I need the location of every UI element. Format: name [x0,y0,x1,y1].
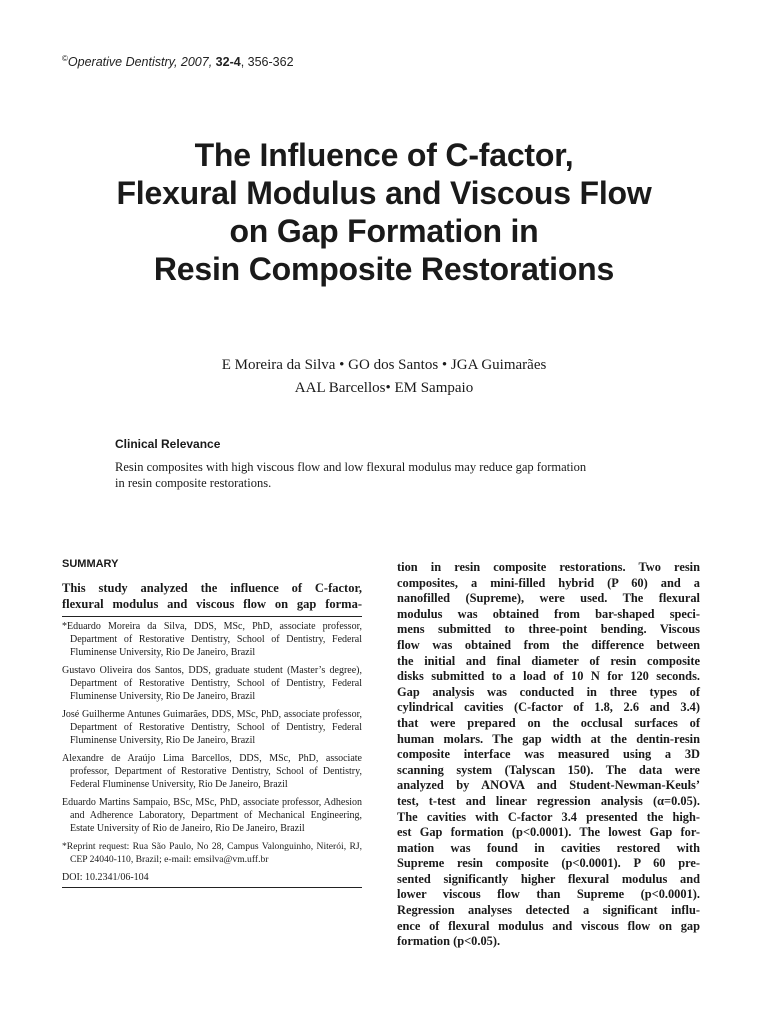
summary-line: lower viscous flow than Supreme (p<0.0001). [397,887,700,902]
affiliation: *Eduardo Moreira da Silva, DDS, MSc, PhD, associate professor, Department of Restorative Dentistry, School of Dentistry, Federal Fluminense University, Rio De Janeiro, Brazil [62,621,362,658]
summary-line: flow was obtained from the difference between [397,637,700,652]
summary-line: tion in resin composite restorations. Two resin [397,560,700,574]
summary-line: scanning system (Talyscan 150). The data were [397,762,700,777]
summary-line: Supreme resin composite (p<0.0001). P 60 pre- [397,856,700,871]
affiliation: José Guilherme Antunes Guimarães, DDS, MSc, PhD, associate professor, Department of Restorative Dentistry, School of Dentistry, Federal Fluminense University, Rio De Janeiro, Brazil [62,709,362,746]
journal-volume: 32-4 [215,55,241,70]
summary-line: The cavities with C-factor 3.4 presented the high- [397,809,700,824]
summary-line: human molars. The gap width at the dentin-resin [397,731,700,746]
affiliation: Eduardo Martins Sampaio, BSc, MSc, PhD, associate professor, Adhesion and Adherence Laboratory, Department of Mechanical Engineering, Estate University of Rio de Janeiro, Rio De Janeiro, Brazil [62,797,362,834]
summary-line: test, t-test and linear regression analysis (α=0.05). [397,793,700,808]
left-column [62,558,362,888]
summary-line: est Gap formation (p<0.0001). The lowest Gap for- [397,825,700,840]
summary-continuation [397,560,700,950]
author-line: E Moreira da Silva • GO dos Santos • JGA Guimarães [221,357,547,373]
summary-line: composites, a mini-filled hybrid (P 60) and a [397,575,700,590]
affiliation: Alexandre de Araújo Lima Barcellos, DDS, MSc, PhD, associate professor, Department of Restorative Dentistry, School of Dentistry, Federal Fluminense University, Rio De Janeiro, Brazil [62,753,362,790]
title-line: The Influence of C-factor, [194,137,574,173]
summary-line: formation (p<0.05). [397,934,501,949]
summary-line: analyzed by ANOVA and Student-Newman-Keuls’ [397,778,700,793]
doi: DOI: 10.2341/06-104 [62,872,149,883]
summary-line: modulus was obtained from bar-shaped speci- [397,606,700,621]
paper-title [0,136,768,288]
summary-line: that were prepared on the occlusal surfaces of [397,715,700,730]
clinical-relevance-heading: Clinical Relevance [115,437,221,451]
journal-name: Operative Dentistry, 2007, [67,55,213,70]
summary-heading: SUMMARY [62,558,119,570]
summary-line: This study analyzed the influence of C-factor, [62,581,362,595]
reprint-request: *Reprint request: Rua São Paulo, No 28, Campus Valonguinho, Niterói, RJ, CEP 24040-110, Brazil; e-mail: emsilva@vm.uff.br [62,841,362,865]
summary-line: Regression analyses detected a significant influ- [397,903,700,918]
summary-line: the initial and final diameter of resin composite [397,653,700,668]
summary-line: composite interface was measured using a 3D [397,747,700,762]
summary-line: Gap analysis was conducted in three types of [397,684,700,699]
summary-line: sented significantly higher flexural modulus and [397,871,700,886]
relevance-line: in resin composite restorations. [115,476,272,490]
clinical-relevance-box [115,437,675,491]
copyright-mark: © [62,54,68,63]
summary-start [62,580,362,612]
summary-line: nanofilled (Supreme), were used. The flexural [397,591,700,606]
affiliation-list [62,620,362,866]
summary-line: cylindrical cavities (C-factor of 1.8, 2.6 and 3.4) [397,700,700,715]
title-line: Flexural Modulus and Viscous Flow [116,175,652,211]
clinical-relevance-text [115,459,675,491]
author-line: AAL Barcellos• EM Sampaio [294,380,474,396]
author-list [0,354,768,400]
footnote-divider [62,616,362,617]
summary-line: mens submitted to three-point bending. Viscous [397,622,700,637]
summary-line: disks submitted to a load of 10 N for 120 seconds. [397,669,700,684]
summary-line: mation was found in cavities restored with [397,840,700,855]
footnote-bottom-rule [62,887,362,888]
journal-citation [62,54,294,69]
affiliation: Gustavo Oliveira dos Santos, DDS, graduate student (Master’s degree), Department of Restorative Dentistry, School of Dentistry, Federal Fluminense University, Rio De Janeiro, Brazil [62,665,362,702]
relevance-line: Resin composites with high viscous flow and low flexural modulus may reduce gap formation [115,460,587,474]
title-line: on Gap Formation in [229,213,539,249]
summary-line: ence of flexural modulus and viscous flow on gap [397,918,700,933]
journal-pages: , 356-362 [240,55,294,70]
summary-line: flexural modulus and viscous flow on gap forma- [62,597,362,611]
title-line: Resin Composite Restorations [153,251,615,287]
